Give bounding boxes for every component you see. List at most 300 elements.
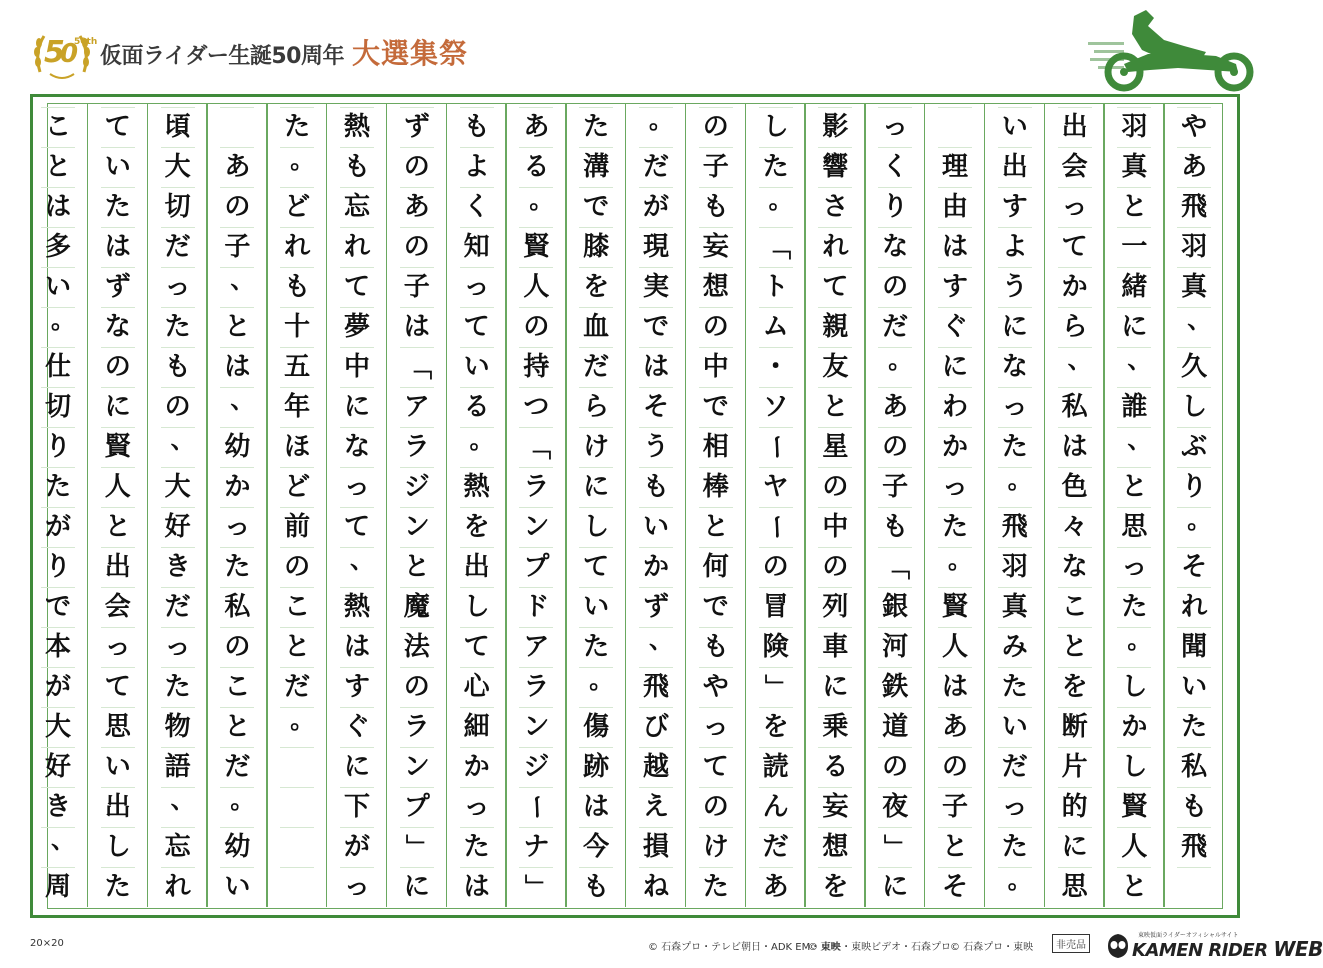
manuscript-char: し — [104, 832, 131, 862]
manuscript-char: 幼 — [224, 432, 251, 462]
manuscript-char: か — [1121, 712, 1148, 742]
manuscript-char: ナ — [523, 832, 550, 862]
manuscript-char: と — [284, 632, 311, 662]
manuscript-char: み — [1001, 632, 1028, 662]
manuscript-char: り — [44, 552, 71, 582]
manuscript-char: 中 — [822, 512, 849, 542]
manuscript-char: 響 — [822, 152, 849, 182]
manuscript-char: 棒 — [702, 472, 729, 502]
manuscript-column — [207, 104, 267, 907]
manuscript-char: 想 — [702, 272, 729, 302]
manuscript-char: な — [1061, 552, 1088, 582]
manuscript-char: に — [104, 392, 131, 422]
manuscript-char: 熱 — [463, 472, 490, 502]
manuscript-char: な — [104, 312, 131, 342]
manuscript-char: が — [642, 192, 669, 222]
cell-divider — [220, 107, 254, 108]
manuscript-char: が — [44, 672, 71, 702]
manuscript-char: は — [1061, 432, 1088, 462]
manuscript-char: の — [702, 112, 729, 142]
manuscript-char: だ — [762, 832, 789, 862]
manuscript-char: あ — [523, 112, 550, 142]
manuscript-char: 相 — [702, 432, 729, 462]
manuscript-char: び — [642, 712, 669, 742]
svg-text:50th: 50th — [74, 37, 98, 47]
manuscript-char: と — [403, 552, 430, 582]
manuscript-char: だ — [224, 752, 251, 782]
manuscript-column — [267, 104, 327, 907]
manuscript-char: ン — [403, 512, 430, 542]
manuscript-char: 、 — [230, 265, 255, 294]
manuscript-char: と — [224, 712, 251, 742]
manuscript-char: こ — [44, 112, 71, 142]
manuscript-char: 。 — [589, 665, 614, 694]
manuscript-char: 、 — [1127, 345, 1152, 374]
manuscript-char: を — [1061, 672, 1088, 702]
manuscript-char: は — [44, 192, 71, 222]
manuscript-char: の — [941, 752, 968, 782]
manuscript-char: が — [343, 832, 370, 862]
column-divider — [1103, 104, 1105, 907]
manuscript-char: れ — [343, 232, 370, 262]
manuscript-char: 私 — [1181, 752, 1208, 782]
manuscript-char: た — [284, 112, 311, 142]
manuscript-char: 人 — [1121, 832, 1148, 862]
manuscript-char: き — [44, 792, 71, 822]
manuscript-char: な — [343, 432, 370, 462]
manuscript-char: も — [642, 472, 669, 502]
manuscript-char: だ — [583, 352, 610, 382]
manuscript-char: え — [642, 792, 669, 822]
manuscript-char: 「 — [760, 233, 791, 260]
manuscript-char: と — [702, 512, 729, 542]
manuscript-char: 。 — [948, 545, 972, 574]
manuscript-char: さ — [822, 192, 849, 222]
svg-text:5: 5 — [44, 35, 65, 70]
manuscript-char: た — [941, 512, 968, 542]
manuscript-char: 細 — [463, 712, 490, 742]
manuscript-char: と — [1121, 192, 1148, 222]
manuscript-char: ね — [642, 872, 669, 902]
manuscript-char: て — [343, 512, 370, 542]
manuscript-char: だ — [164, 592, 191, 622]
manuscript-char: れ — [1181, 592, 1208, 622]
manuscript-char: た — [702, 872, 729, 902]
manuscript-char: り — [1181, 472, 1208, 502]
manuscript-char: す — [1001, 192, 1028, 222]
manuscript-char: 法 — [403, 632, 430, 662]
manuscript-char: 」 — [760, 673, 791, 700]
manuscript-char: 下 — [343, 792, 370, 822]
manuscript-char: の — [702, 312, 729, 342]
manuscript-char: そ — [941, 872, 968, 902]
manuscript-column — [925, 104, 985, 907]
manuscript-column — [1164, 104, 1224, 907]
cell-divider — [759, 507, 793, 508]
manuscript-char: な — [882, 232, 909, 262]
manuscript-char: あ — [224, 152, 251, 182]
manuscript-char: て — [702, 752, 729, 782]
manuscript-char: に — [343, 752, 370, 782]
manuscript-char: か — [642, 552, 669, 582]
manuscript-char: 」 — [401, 833, 432, 860]
manuscript-char: に — [822, 672, 849, 702]
manuscript-char: の — [822, 472, 849, 502]
page-footer — [0, 930, 1323, 968]
manuscript-char: 、 — [1127, 425, 1152, 454]
manuscript-column — [566, 104, 626, 907]
manuscript-char: た — [1001, 672, 1028, 702]
manuscript-char: と — [1121, 472, 1148, 502]
manuscript-char: 中 — [702, 352, 729, 382]
column-divider — [984, 104, 986, 907]
manuscript-char: て — [463, 312, 490, 342]
manuscript-char: だ — [642, 152, 669, 182]
manuscript-char: っ — [1001, 392, 1028, 422]
manuscript-column — [506, 104, 566, 907]
manuscript-char: は — [642, 352, 669, 382]
manuscript-char: い — [463, 352, 490, 382]
manuscript-char: 。 — [51, 305, 75, 334]
manuscript-char: を — [463, 512, 490, 542]
cell-divider — [519, 867, 553, 868]
manuscript-char: の — [164, 392, 191, 422]
manuscript-char: 想 — [822, 832, 849, 862]
manuscript-char: ジ — [403, 472, 430, 502]
manuscript-char: 。 — [469, 425, 494, 454]
manuscript-char: だ — [164, 232, 191, 262]
manuscript-char: 今 — [583, 832, 610, 862]
motorcycle-rider-icon — [1088, 6, 1268, 94]
manuscript-char: は — [224, 352, 251, 382]
manuscript-char: し — [1121, 672, 1148, 702]
manuscript-char: 忘 — [164, 832, 191, 862]
manuscript-char: す — [343, 672, 370, 702]
manuscript-char: も — [702, 192, 729, 222]
manuscript-char: ぐ — [343, 712, 370, 742]
manuscript-char: 列 — [822, 592, 849, 622]
cell-divider — [400, 347, 434, 348]
manuscript-char: 久 — [1181, 352, 1208, 382]
manuscript-char: ラ — [523, 472, 550, 502]
manuscript-char: 。 — [290, 145, 315, 174]
manuscript-char: 。 — [1187, 505, 1212, 534]
manuscript-char: 大 — [164, 152, 191, 182]
manuscript-char: 。 — [1007, 465, 1032, 494]
manuscript-char: そ — [1181, 552, 1208, 582]
manuscript-char: っ — [164, 632, 191, 662]
manuscript-char: の — [523, 312, 550, 342]
manuscript-char: か — [941, 432, 968, 462]
manuscript-char: ヤ — [762, 472, 789, 502]
manuscript-char: や — [1181, 112, 1208, 142]
column-divider — [1044, 104, 1046, 907]
manuscript-char: こ — [284, 592, 311, 622]
manuscript-char: い — [642, 512, 669, 542]
manuscript-char: で — [702, 392, 729, 422]
manuscript-char: 年 — [284, 392, 311, 422]
manuscript-char: 出 — [104, 792, 131, 822]
column-divider — [804, 104, 806, 907]
manuscript-char: プ — [403, 792, 430, 822]
cell-divider — [280, 827, 314, 828]
manuscript-char: 忘 — [343, 192, 370, 222]
manuscript-char: 読 — [762, 752, 789, 782]
manuscript-char: 周 — [44, 872, 71, 902]
column-divider — [87, 104, 89, 907]
manuscript-char: い — [1181, 672, 1208, 702]
manuscript-char: 、 — [170, 785, 195, 814]
manuscript-char: 子 — [702, 152, 729, 182]
manuscript-char: 好 — [44, 752, 71, 782]
manuscript-char: 冒 — [762, 592, 789, 622]
manuscript-char: た — [1001, 832, 1028, 862]
manuscript-char: 現 — [642, 232, 669, 262]
manuscript-char: い — [104, 152, 131, 182]
manuscript-char: 賢 — [1121, 792, 1148, 822]
manuscript-char: っ — [104, 632, 131, 662]
manuscript-char: け — [583, 432, 610, 462]
manuscript-char: が — [44, 512, 71, 542]
manuscript-char: 思 — [1061, 872, 1088, 902]
manuscript-char: う — [642, 432, 669, 462]
manuscript-char: も — [463, 112, 490, 142]
manuscript-char: た — [224, 552, 251, 582]
manuscript-char: き — [164, 552, 191, 582]
manuscript-char: 々 — [1061, 512, 1088, 542]
cell-divider — [1177, 867, 1211, 868]
manuscript-sheet — [30, 94, 1240, 918]
manuscript-char: い — [1001, 112, 1028, 142]
manuscript-column — [985, 104, 1045, 907]
manuscript-char: の — [224, 632, 251, 662]
column-divider — [1163, 104, 1165, 907]
cell-divider — [759, 427, 793, 428]
manuscript-char: た — [164, 312, 191, 342]
manuscript-char: た — [1001, 432, 1028, 462]
manuscript-char: 「 — [401, 353, 432, 380]
manuscript-char: と — [224, 312, 251, 342]
manuscript-char: で — [583, 192, 610, 222]
manuscript-char: 魔 — [403, 592, 430, 622]
manuscript-char: 親 — [822, 312, 849, 342]
manuscript-char: い — [44, 272, 71, 302]
manuscript-char: 。 — [230, 785, 255, 814]
manuscript-char: 熱 — [343, 592, 370, 622]
manuscript-char: 会 — [104, 592, 131, 622]
manuscript-char: に — [882, 872, 909, 902]
manuscript-char: か — [224, 472, 251, 502]
manuscript-char: っ — [164, 272, 191, 302]
manuscript-char: し — [1121, 752, 1148, 782]
column-divider — [745, 104, 747, 907]
manuscript-char: に — [1061, 832, 1088, 862]
manuscript-char: 影 — [822, 112, 849, 142]
manuscript-char: 、 — [350, 545, 374, 574]
manuscript-char: あ — [762, 872, 789, 902]
manuscript-column — [148, 104, 208, 907]
manuscript-char: 子 — [941, 792, 968, 822]
cell-divider — [280, 747, 314, 748]
manuscript-char: も — [583, 872, 610, 902]
manuscript-char: の — [403, 672, 430, 702]
manuscript-char: よ — [1001, 232, 1028, 262]
manuscript-char: は — [104, 232, 131, 262]
manuscript-char: し — [463, 592, 490, 622]
manuscript-char: の — [403, 232, 430, 262]
manuscript-char: と — [1121, 872, 1148, 902]
manuscript-char: し — [1181, 392, 1208, 422]
cell-divider — [878, 827, 912, 828]
svg-text:0: 0 — [60, 39, 79, 69]
manuscript-char: 頃 — [164, 112, 191, 142]
manuscript-char: は — [343, 632, 370, 662]
column-divider — [625, 104, 627, 907]
manuscript-char: た — [104, 192, 131, 222]
manuscript-char: ソ — [762, 392, 789, 422]
manuscript-char: て — [583, 552, 610, 582]
manuscript-column — [746, 104, 806, 907]
manuscript-char: る — [822, 752, 849, 782]
manuscript-column — [387, 104, 447, 907]
brand-small-text: 東映仮面ライダーオフィシャルサイト — [1138, 932, 1239, 939]
manuscript-char: は — [941, 232, 968, 262]
manuscript-char: 出 — [463, 552, 490, 582]
manuscript-char: だ — [882, 312, 909, 342]
manuscript-column — [28, 104, 88, 907]
manuscript-char: で — [642, 312, 669, 342]
manuscript-char: は — [403, 312, 430, 342]
manuscript-char: 人 — [941, 632, 968, 662]
manuscript-char: だ — [1001, 752, 1028, 782]
manuscript-char: に — [1001, 312, 1028, 342]
manuscript-char: 思 — [104, 712, 131, 742]
manuscript-char: あ — [1181, 152, 1208, 182]
manuscript-char: 、 — [170, 425, 195, 454]
manuscript-char: こ — [224, 672, 251, 702]
manuscript-char: 血 — [583, 312, 610, 342]
manuscript-char: わ — [941, 392, 968, 422]
manuscript-char: っ — [941, 472, 968, 502]
manuscript-char: の — [284, 552, 311, 582]
manuscript-char: 私 — [1061, 392, 1088, 422]
manuscript-char: ム — [762, 312, 789, 342]
manuscript-char: 傷 — [583, 712, 610, 742]
manuscript-char: ラ — [403, 432, 430, 462]
manuscript-char: 車 — [822, 632, 849, 662]
column-divider — [565, 104, 567, 907]
manuscript-char: 乗 — [822, 712, 849, 742]
manuscript-char: 跡 — [583, 752, 610, 782]
manuscript-char: の — [403, 152, 430, 182]
manuscript-char: 、 — [1187, 305, 1212, 334]
manuscript-char: 道 — [882, 712, 909, 742]
manuscript-column — [1104, 104, 1164, 907]
manuscript-char: と — [822, 392, 849, 422]
manuscript-char: た — [583, 112, 610, 142]
kamen-rider-web-logo — [1106, 930, 1323, 962]
manuscript-char: 妄 — [822, 792, 849, 822]
page-title — [100, 32, 468, 76]
copyright-credit: © 石森プロ・テレビ朝日・ADK EM・東映 — [648, 942, 841, 953]
manuscript-char: 子 — [403, 272, 430, 302]
manuscript-char: て — [822, 272, 849, 302]
manuscript-char: か — [1061, 272, 1088, 302]
column-divider — [266, 104, 268, 907]
manuscript-char: 鉄 — [882, 672, 909, 702]
manuscript-char: も — [164, 352, 191, 382]
cell-divider — [519, 787, 553, 788]
manuscript-char: 理 — [941, 152, 968, 182]
manuscript-char: だ — [284, 672, 311, 702]
column-divider — [505, 104, 507, 907]
manuscript-char: っ — [702, 712, 729, 742]
manuscript-char: 幼 — [224, 832, 251, 862]
manuscript-char: 真 — [1181, 272, 1208, 302]
manuscript-char: 本 — [44, 632, 71, 662]
manuscript-char: て — [104, 672, 131, 702]
manuscript-char: 溝 — [583, 152, 610, 182]
manuscript-char: 河 — [882, 632, 909, 662]
manuscript-char: も — [882, 512, 909, 542]
manuscript-char: 聞 — [1181, 632, 1208, 662]
manuscript-char: い — [583, 592, 610, 622]
cell-divider — [280, 787, 314, 788]
manuscript-char: ト — [762, 272, 789, 302]
manuscript-char: っ — [1121, 552, 1148, 582]
manuscript-char: 銀 — [882, 592, 909, 622]
manuscript-char: あ — [941, 712, 968, 742]
manuscript-char: 五 — [284, 352, 311, 382]
manuscript-char: こ — [1061, 592, 1088, 622]
manuscript-char: た — [463, 832, 490, 862]
manuscript-char: す — [941, 272, 968, 302]
manuscript-char: っ — [343, 872, 370, 902]
manuscript-char: に — [403, 872, 430, 902]
manuscript-char: は — [463, 872, 490, 902]
column-divider — [446, 104, 448, 907]
manuscript-char: 前 — [284, 512, 311, 542]
manuscript-column — [865, 104, 925, 907]
cell-divider — [938, 107, 972, 108]
manuscript-char: 知 — [463, 232, 490, 262]
manuscript-char: 十 — [284, 312, 311, 342]
manuscript-char: 大 — [164, 472, 191, 502]
manuscript-char: れ — [822, 232, 849, 262]
manuscript-char: ず — [403, 112, 430, 142]
manuscript-char: 友 — [822, 352, 849, 382]
column-divider — [326, 104, 328, 907]
column-divider — [147, 104, 149, 907]
manuscript-char: 出 — [1001, 152, 1028, 182]
manuscript-char: 心 — [463, 672, 490, 702]
manuscript-char: た — [44, 472, 71, 502]
manuscript-char: 物 — [164, 712, 191, 742]
page-header — [0, 0, 1280, 92]
manuscript-char: 「 — [521, 433, 552, 460]
manuscript-char: 。 — [290, 705, 315, 734]
manuscript-char: 切 — [44, 392, 71, 422]
manuscript-char: り — [44, 432, 71, 462]
manuscript-char: 羽 — [1181, 232, 1208, 262]
manuscript-char: の — [882, 272, 909, 302]
manuscript-char: 膝 — [583, 232, 610, 262]
manuscript-char: も — [343, 152, 370, 182]
manuscript-char: い — [104, 752, 131, 782]
manuscript-char: 賢 — [104, 432, 131, 462]
manuscript-char: や — [702, 672, 729, 702]
manuscript-char: て — [463, 632, 490, 662]
